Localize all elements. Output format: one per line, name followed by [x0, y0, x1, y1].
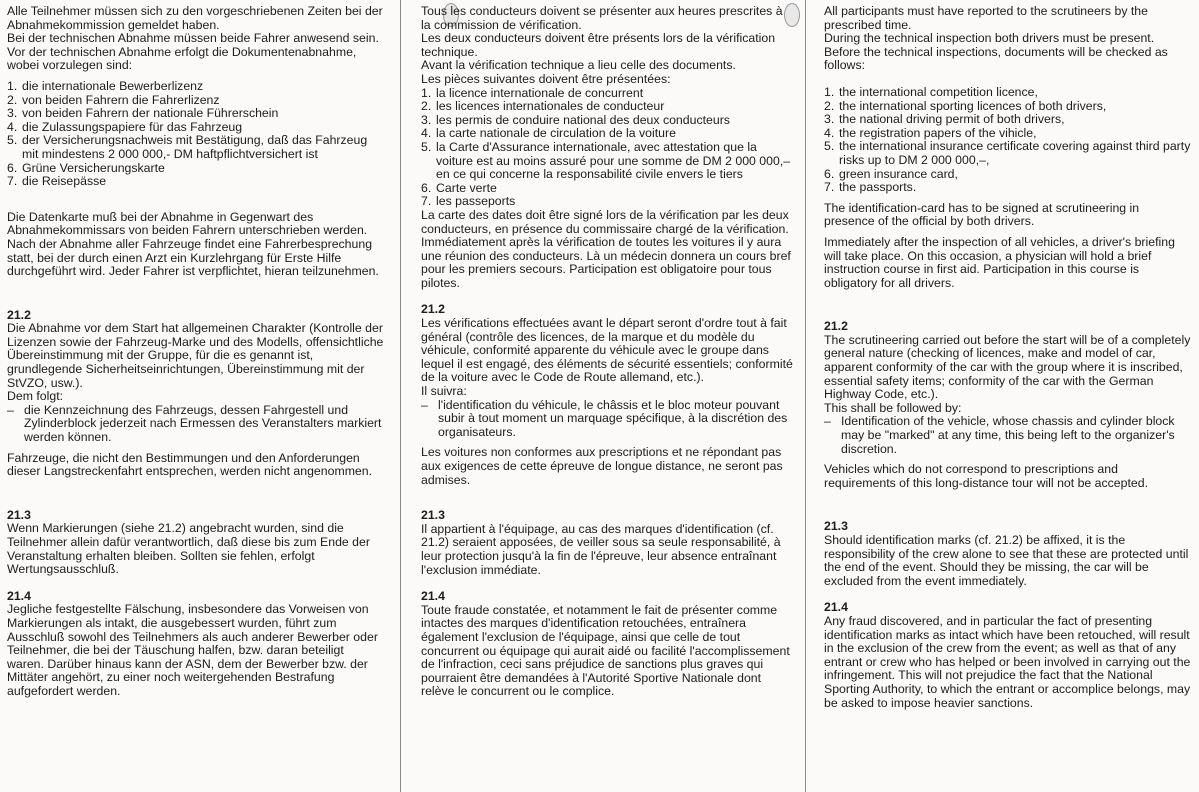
column-divider-left — [400, 0, 401, 792]
intro-paragraph: Avant la vérification technique a lieu celle des documents. — [421, 58, 736, 73]
list-item: 2. the international sporting licences of both drivers, — [824, 98, 1107, 113]
section-heading-21-3: 21.3 — [421, 508, 445, 523]
section-heading-21-2: 21.2 — [7, 307, 31, 322]
section-paragraph: Jegliche festgestellte Fälschung, insbesondere das Vorweisen von Markierungen als intakt, die ausgebessert wurden, führt zum Ausschluß sowohl des Teilnehmers als auch anderer Bewerber oder Teilnehmer, die bei der Täuschung halfen, bzw. daran beteiligt waren. Darüber hinaus kann der ASN, dem der Bewerber bzw. der Mittäter angehört, zu einer noch weitergehenden Bestrafung aufgefordert werden. — [7, 602, 378, 698]
section-paragraph: Dem folgt: — [7, 389, 64, 404]
briefing-paragraph: Immédiatement après la vérification de toutes les voitures il y aura une réunion des conducteurs. Là un médecin donnera un cours bref pour les premiers secours. Participation est obligatoire pour tous pilotes. — [421, 235, 791, 290]
section-paragraph: Vehicles which do not correspond to prescriptions and requirements of this long-distance tour will not be accepted. — [824, 462, 1148, 490]
idcard-paragraph: The identification-card has to be signed at scrutineering in presence of the official by both drivers. — [824, 200, 1140, 229]
section-heading-21-4: 21.4 — [421, 589, 445, 604]
list-item: 2. les licences internationales de conducteur — [421, 99, 665, 114]
section-heading-21-4: 21.4 — [7, 588, 31, 603]
section-paragraph: The scrutineering carried out before the start will be of a completely general nature (checking of licences, make and model of car, apparent conformity of the car with the group where it is inscribed, essential safety items; conformity of the car with the German Highway Code, etc.). — [824, 332, 1191, 402]
list-item: 6. green insurance card, — [824, 166, 958, 181]
list-item: 5. der Versicherungsnachweis mit Bestätigung, daß das Fahrzeug mit mindestens 2 000 000,- DM haftpflichtversichert ist — [7, 133, 368, 161]
intro-paragraph: All participants must have reported to the scrutineers by the prescribed time. — [824, 4, 1148, 32]
list-item: 7. the passports. — [824, 180, 917, 195]
intro-paragraph: Vor der technischen Abnahme erfolgt die Dokumentenabnahme, wobei vorzulegen sind: — [7, 44, 357, 73]
dash-item: – Identification of the vehicle, whose chassis and cylinder block may be "marked" at any time, this being left to the organizer's discretion. — [824, 414, 1175, 456]
list-item: 3. von beiden Fahrern der nationale Führerschein — [7, 106, 279, 121]
section-heading-21-2: 21.2 — [824, 319, 848, 334]
intro-paragraph: Alle Teilnehmer müssen sich zu den vorgeschriebenen Zeiten bei der Abnahmekommission gemeldet haben. — [7, 4, 383, 32]
list-item: 7. les passeports — [421, 194, 516, 209]
list-item: 2. von beiden Fahrern die Fahrerlizenz — [7, 92, 220, 107]
dash-item: – l'identification du véhicule, le châssis et le bloc moteur pouvant subir à tout moment un marquage spécifique, à la discrétion des organisateurs. — [421, 397, 788, 439]
section-heading-21-3: 21.3 — [824, 519, 848, 534]
column-english — [824, 5, 1193, 710]
intro-paragraph: Bei der technischen Abnahme müssen beide Fahrer anwesend sein. — [7, 31, 379, 46]
list-item: 1. die internationale Bewerberlizenz — [7, 78, 204, 93]
list-item: 4. la carte nationale de circulation de la voiture — [421, 126, 676, 141]
briefing-paragraph: Immediately after the inspection of all vehicles, a driver's briefing will take place. On this occasion, a physician will hold a brief instruction course in first aid. Participation in this course is obligatory for all drivers. — [824, 234, 1175, 290]
list-item: 4. die Zulassungspapiere für das Fahrzeug — [7, 119, 243, 134]
section-paragraph: Il suivra: — [421, 384, 467, 399]
list-item: 6. Grüne Versicherungskarte — [7, 160, 165, 175]
column-french — [421, 5, 793, 699]
column-german — [7, 5, 384, 699]
intro-paragraph: Before the technical inspections, documents will be checked as follows: — [824, 44, 1168, 73]
section-paragraph: Les vérifications effectuées avant le départ seront d'ordre tout à fait général (contrôle des licences, de la marque et du modèle du véhicule, conformité apparente du véhicule avec le groupe dans lequel il est engagé, des éléments de sécurité essentiels; conformité de la voiture avec le Code de Route allemand, etc.). — [421, 316, 793, 385]
section-heading-21-4: 21.4 — [824, 600, 848, 615]
intro-paragraph: Tous les conducteurs doivent se présenter aux heures prescrites à la commission de vérification. — [421, 4, 783, 32]
section-paragraph: Any fraud discovered, and in particular the fact of presenting identification marks as intact which have been retouched, will result in the exclusion of the crew from the event; as well as that of any entrant or crew who has helped or been involved in carrying out the infringement. This will not prejudice the fact that the National Sporting Authority, to which the entrant or accomplice belongs, may be asked to impose heavier sanctions. — [824, 613, 1191, 710]
section-paragraph: Die Abnahme vor dem Start hat allgemeinen Charakter (Kontrolle der Lizenzen sowie der Fahrzeug-Marke und des Modells, offensichtliche Übereinstimmung mit der Gruppe, für die es genannt ist, grundlegende Sicherheitseinrichtungen, Übereinstimmung mit der StVZO, usw.). — [7, 321, 384, 390]
list-item: 7. die Reisepässe — [7, 174, 107, 189]
list-item: 5. the international insurance certificate covering against third party risks up to DM 2 000 000,–, — [824, 139, 1191, 167]
section-paragraph: Il appartient à l'équipage, au cas des marques d'identification (cf. 21.2) seraient apposées, de veiller sous sa seule responsabilité, à leur protection jusqu'à la fin de l'épreuve, leur absence entraînant l'exclusion immédiate. — [421, 521, 781, 577]
documents-list — [421, 87, 793, 209]
datacard-paragraph: La carte des dates doit être signé lors de la vérification par les deux conducteurs, en présence du commissaire chargé de la vérification. — [421, 207, 789, 236]
section-paragraph: Wenn Markierungen (siehe 21.2) angebracht wurden, sind die Teilnehmer allein dafür verantwortlich, daß diese bis zum Ende der Veranstaltung erhalten bleiben. Sollten sie fehlen, erfolgt Wertungsausschluß. — [7, 521, 370, 577]
section-heading-21-2: 21.2 — [421, 302, 445, 317]
section-paragraph: Should identification marks (cf. 21.2) be affixed, it is the responsibility of the crew alone to see that these are protected until the end of the event. Should they be missing, the car will be excluded from the event immediately. — [824, 533, 1189, 588]
list-item: 6. Carte verte — [421, 180, 497, 195]
list-item: 1. la licence internationale de concurrent — [421, 85, 644, 100]
section-paragraph: Toute fraude constatée, et notamment le fait de présenter comme intactes des marques d'identification retouchées, entraînera également l'exclusion de l'équipage, ainsi que celle de tout concurrent ou équipage qui aurait aidé ou facilité l'accomplissement de l'infraction, ceci sans préjudice de sanctions plus graves qui pourraient être demandées à l'Autorité Sportive Nationale dont relève le concurrent ou le complice. — [421, 602, 790, 699]
dash-item: – die Kennzeichnung des Fahrzeugs, dessen Fahrgestell und Zylinderblock jederzeit nach Ermessen des Veranstalters markiert werden können. — [7, 402, 382, 445]
documents-list — [824, 86, 1193, 195]
section-paragraph: Les voitures non conformes aux prescriptions et ne répondant pas aux exigences de cette épreuve de longue distance, ne seront pas admises. — [421, 445, 783, 487]
column-divider-right — [805, 0, 806, 792]
intro-paragraph: Les deux conducteurs doivent être présents lors de la vérification technique. — [421, 31, 776, 59]
section-paragraph: Fahrzeuge, die nicht den Bestimmungen und den Anforderungen dieser Langstreckenfahrt entsprechen, werden nicht angenommen. — [7, 450, 373, 479]
list-item: 3. the national driving permit of both drivers, — [824, 112, 1065, 127]
intro-paragraph: During the technical inspection both drivers must be present. — [824, 31, 1155, 46]
datacard-paragraph: Die Datenkarte muß bei der Abnahme in Gegenwart des Abnahmekommissars von beiden Fahrern unterschrieben werden. Nach der Abnahme aller Fahrzeuge findet eine Fahrerbesprechung statt, bei der durch einen Arzt ein Kurzlehrgang für Erste Hilfe durchgeführt wird. Jeder Fahrer ist verpflichtet, hieran teilzunehmen. — [7, 209, 379, 279]
list-item: 5. la Carte d'Assurance internationale, avec attestation que la voiture est au moins assuré pour une somme de DM 2 000 000,– en ce qui concerne la responsabilité civile envers le tiers — [421, 139, 791, 182]
section-paragraph: This shall be followed by: — [824, 400, 962, 415]
list-item: 3. les permis de conduire national des deux conducteurs — [421, 112, 730, 127]
documents-list — [7, 80, 384, 189]
list-item: 4. the registration papers of the vihicle, — [824, 125, 1037, 140]
list-item: 1. the international competition licence, — [824, 84, 1038, 99]
intro-paragraph: Les pièces suivantes doivent être présentées: — [421, 71, 671, 86]
section-heading-21-3: 21.3 — [7, 507, 31, 522]
